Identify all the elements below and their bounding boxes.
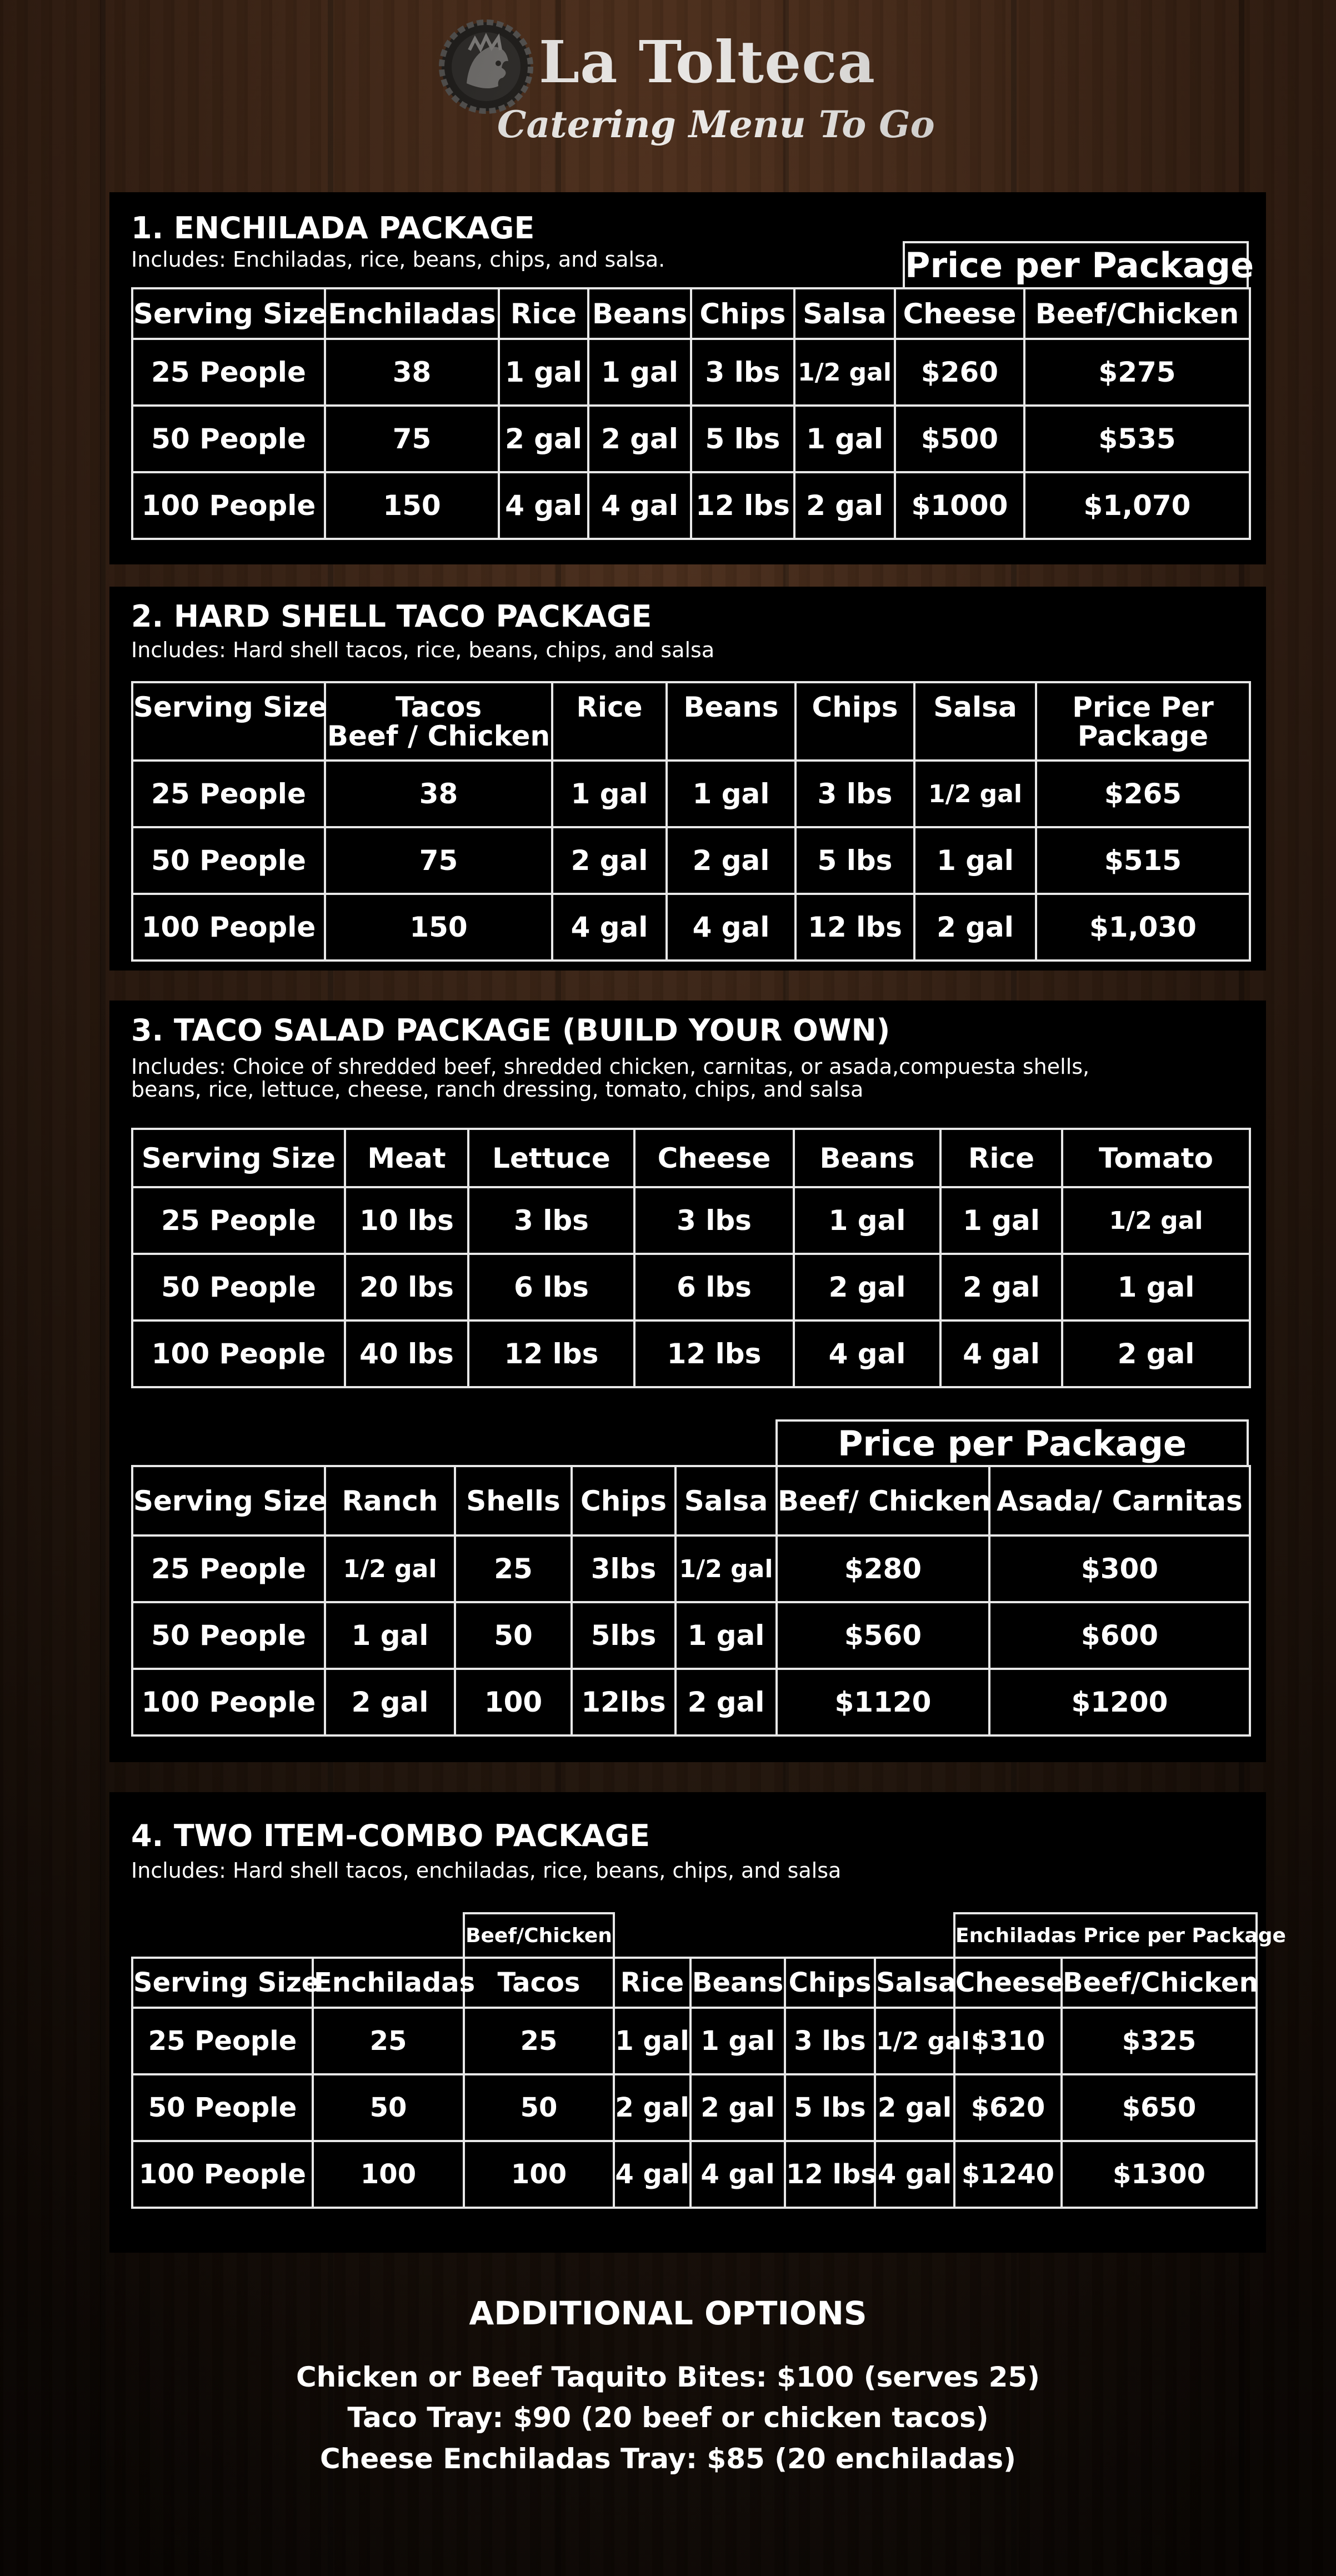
section-title: 4. TWO ITEM-COMBO PACKAGE [131,1818,650,1853]
table-header-row [132,1466,1250,1535]
price-per-package-label: Price per Package [903,241,1249,288]
table-cell: $600 [989,1602,1250,1669]
section-title: 1. ENCHILADA PACKAGE [131,211,535,246]
header-cell-line: Beef / Chicken [327,719,551,752]
table-row [132,1535,1250,1602]
table-row [132,339,1250,406]
enchilada-package-panel [109,192,1266,564]
table-cell: 100 People [132,1669,325,1735]
header-cell: Meat [345,1129,468,1187]
taco-salad-price-table [131,1465,1251,1737]
header-cell: Beans [794,1129,940,1187]
table-cell: 5 lbs [785,2074,875,2141]
section-title: 3. TACO SALAD PACKAGE (BUILD YOUR OWN) [131,1013,890,1048]
header-cell: Beef/Chicken [1062,1958,1257,2008]
blank-cell [132,1913,313,1958]
table-cell: $1300 [1062,2141,1257,2208]
header-cell-line: Price Per [1072,691,1214,723]
table-cell: 2 gal [499,406,588,472]
table-cell: $275 [1024,339,1250,406]
header-cell: Asada/ Carnitas [989,1466,1250,1535]
table-cell: $650 [1062,2074,1257,2141]
additional-option-item: Cheese Enchiladas Tray: $85 (20 enchiladas) [320,2443,1016,2475]
header-cell: Chips [795,682,914,761]
table-cell: 2 gal [914,894,1036,961]
menu-subtitle: Catering Menu To Go [497,103,935,146]
table-row [132,2008,1257,2074]
table-cell: 5 lbs [691,406,794,472]
table-cell: 3 lbs [691,339,794,406]
table-row [132,1669,1250,1735]
taco-salad-package-panel [109,1001,1266,1762]
table-cell: $560 [777,1602,989,1669]
table-cell: 1 gal [940,1187,1062,1254]
table-cell: 150 [325,472,499,539]
taco-table [131,681,1251,962]
section-description-line: Includes: Choice of shredded beef, shredded chicken, carnitas, or asada,compuesta shells, [131,1054,1090,1079]
table-cell: 40 lbs [345,1320,468,1387]
header-cell: Serving Size [132,1958,313,2008]
blank-cell [785,1913,875,1958]
table-cell: 1/2 gal [1062,1187,1250,1254]
header-cell: Beef/Chicken [1024,288,1250,339]
table-cell: $1120 [777,1669,989,1735]
table-cell: 25 People [132,1187,345,1254]
table-cell: 1/2 gal [675,1535,777,1602]
header-cell: Shells [455,1466,572,1535]
table-cell: 20 lbs [345,1254,468,1320]
enchiladas-price-label: Enchiladas Price per Package [954,1913,1257,1958]
blank-cell [875,1913,954,1958]
table-cell: 2 gal [552,827,667,894]
table-cell: 50 People [132,2074,313,2141]
additional-option-item: Taco Tray: $90 (20 beef or chicken tacos) [347,2402,989,2434]
table-cell: 1/2 gal [875,2008,954,2074]
section-description: Includes: Hard shell tacos, rice, beans, chips, and salsa [131,638,715,662]
table-cell: $1240 [954,2141,1062,2208]
table-cell: $500 [895,406,1024,472]
table-cell: 2 gal [667,827,795,894]
blank-cell [690,1913,785,1958]
table-cell: 1 gal [614,2008,690,2074]
header-cell-line: Tacos [395,691,482,723]
section-title: 2. HARD SHELL TACO PACKAGE [131,599,652,634]
table-cell: 12 lbs [634,1320,794,1387]
header-cell: Enchiladas [313,1958,464,2008]
table-cell: 12 lbs [468,1320,634,1387]
table-cell: 2 gal [675,1669,777,1735]
header-cell: Cheese [634,1129,794,1187]
table-cell: 2 gal [588,406,691,472]
table-cell: 25 [464,2008,614,2074]
table-cell: 50 People [132,827,325,894]
table-cell: 4 gal [875,2141,954,2208]
table-cell: 1 gal [588,339,691,406]
table-cell: 1 gal [675,1602,777,1669]
table-cell: 12 lbs [691,472,794,539]
header-cell: Tacos [464,1958,614,2008]
table-cell: $260 [895,339,1024,406]
table-cell: 2 gal [690,2074,785,2141]
header-cell: Chips [572,1466,675,1535]
table-cell: 100 [455,1669,572,1735]
table-header-row [132,682,1250,761]
table-cell: 12lbs [572,1669,675,1735]
table-row [132,472,1250,539]
taco-package-panel [109,587,1266,971]
table-cell: $325 [1062,2008,1257,2074]
table-cell: 50 [313,2074,464,2141]
header-cell: Serving Size [132,682,325,761]
header-cell: Tomato [1062,1129,1250,1187]
header-cell: Salsa [794,288,895,339]
header-cell: Ranch [325,1466,455,1535]
header-cell: Salsa [875,1958,954,2008]
table-cell: 4 gal [690,2141,785,2208]
table-cell: 4 gal [794,1320,940,1387]
header-cell: Serving Size [132,1129,345,1187]
table-header-row [132,1958,1257,2008]
table-row [132,827,1250,894]
header-cell: Enchiladas [325,288,499,339]
combo-table [131,1912,1286,2209]
header-cell: Beans [690,1958,785,2008]
header-cell: Rice [940,1129,1062,1187]
header-cell: Beef/ Chicken [777,1466,989,1535]
table-row [132,1602,1250,1669]
restaurant-name: La Tolteca [539,28,875,96]
table-cell: 6 lbs [468,1254,634,1320]
combo-package-panel [109,1792,1286,2253]
table-cell: 25 [455,1535,572,1602]
header-cell: Chips [785,1958,875,2008]
table-row [132,2074,1257,2141]
header-cell: Lettuce [468,1129,634,1187]
table-cell: $280 [777,1535,989,1602]
header-cell-tacos [325,682,552,761]
table-cell: 3 lbs [785,2008,875,2074]
table-cell: 10 lbs [345,1187,468,1254]
table-cell: 100 People [132,472,325,539]
table-cell: 50 [464,2074,614,2141]
table-cell: $1,070 [1024,472,1250,539]
table-cell: 4 gal [588,472,691,539]
table-cell: $535 [1024,406,1250,472]
table-cell: 4 gal [614,2141,690,2208]
blank-cell [614,1913,690,1958]
additional-options-heading: ADDITIONAL OPTIONS [469,2294,867,2332]
table-cell: 2 gal [794,1254,940,1320]
section-description-line: beans, rice, lettuce, cheese, ranch dressing, tomato, chips, and salsa [131,1077,864,1102]
table-cell: 5 lbs [795,827,914,894]
table-cell: 1 gal [690,2008,785,2074]
table-cell: $1000 [895,472,1024,539]
table-cell: 1 gal [325,1602,455,1669]
table-cell: 25 [313,2008,464,2074]
table-cell: 1 gal [552,761,667,827]
header-cell: Serving Size [132,1466,325,1535]
table-cell: $265 [1036,761,1250,827]
header-cell: Beans [588,288,691,339]
table-cell: 4 gal [940,1320,1062,1387]
table-cell: 1 gal [1062,1254,1250,1320]
table-cell: 4 gal [667,894,795,961]
table-cell: $620 [954,2074,1062,2141]
table-cell: 3 lbs [468,1187,634,1254]
table-cell: 25 People [132,339,325,406]
table-cell: 12 lbs [795,894,914,961]
table-cell: 50 People [132,406,325,472]
table-cell: 1 gal [914,827,1036,894]
table-cell: 1/2 gal [794,339,895,406]
table-row [132,1254,1250,1320]
table-cell: 1 gal [794,406,895,472]
table-cell: 1/2 gal [325,1535,455,1602]
header-cell: Rice [499,288,588,339]
section-description: Includes: Enchiladas, rice, beans, chips, and salsa. [131,247,666,272]
table-cell: 5lbs [572,1602,675,1669]
table-cell: 75 [325,406,499,472]
table-cell: $1,030 [1036,894,1250,961]
table-cell: 100 [464,2141,614,2208]
price-per-package-label: Price per Package [775,1419,1249,1466]
table-cell: 1 gal [794,1187,940,1254]
section-description: Includes: Hard shell tacos, enchiladas, rice, beans, chips, and salsa [131,1858,842,1883]
table-cell: 3lbs [572,1535,675,1602]
table-cell: 100 [313,2141,464,2208]
table-cell: $300 [989,1535,1250,1602]
header-cell: Beans [667,682,795,761]
table-cell: 38 [325,339,499,406]
table-cell: 150 [325,894,552,961]
additional-option-item: Chicken or Beef Taquito Bites: $100 (serves 25) [296,2361,1040,2393]
header-cell: Chips [691,288,794,339]
taco-salad-ingredients-table [131,1128,1251,1388]
table-cell: 100 People [132,894,325,961]
table-cell: $515 [1036,827,1250,894]
table-header-row [132,288,1250,339]
table-row [132,761,1250,827]
header-cell-line: Package [1077,719,1209,752]
table-cell: 6 lbs [634,1254,794,1320]
table-row [132,2141,1257,2208]
table-cell: 50 [455,1602,572,1669]
header-cell: Salsa [675,1466,777,1535]
table-cell: 50 People [132,1602,325,1669]
table-cell: 2 gal [325,1669,455,1735]
header-cell-price [1036,682,1250,761]
table-cell: 75 [325,827,552,894]
table-cell: 25 People [132,2008,313,2074]
enchilada-table [131,287,1251,540]
table-cell: $310 [954,2008,1062,2074]
table-row [132,894,1250,961]
table-group-row [132,1913,1257,1958]
table-row [132,406,1250,472]
table-cell: $1200 [989,1669,1250,1735]
tacos-group-label: Beef/Chicken [464,1913,614,1958]
table-cell: 4 gal [499,472,588,539]
table-cell: 4 gal [552,894,667,961]
table-cell: 100 People [132,2141,313,2208]
table-cell: 1 gal [499,339,588,406]
table-row [132,1187,1250,1254]
table-cell: 25 People [132,761,325,827]
table-cell: 12 lbs [785,2141,875,2208]
table-cell: 3 lbs [634,1187,794,1254]
header-cell: Cheese [895,288,1024,339]
tolteca-warrior-logo-icon [436,17,536,117]
table-cell: 1/2 gal [914,761,1036,827]
header-cell: Salsa [914,682,1036,761]
table-cell: 2 gal [875,2074,954,2141]
table-cell: 50 People [132,1254,345,1320]
table-cell: 1 gal [667,761,795,827]
table-header-row [132,1129,1250,1187]
table-cell: 25 People [132,1535,325,1602]
table-cell: 100 People [132,1320,345,1387]
table-row [132,1320,1250,1387]
header-cell: Rice [552,682,667,761]
table-cell: 2 gal [614,2074,690,2141]
table-cell: 2 gal [940,1254,1062,1320]
header-cell: Serving Size [132,288,325,339]
blank-cell [313,1913,464,1958]
header-cell: Rice [614,1958,690,2008]
table-cell: 2 gal [1062,1320,1250,1387]
table-cell: 3 lbs [795,761,914,827]
header-cell: Cheese [954,1958,1062,2008]
table-cell: 38 [325,761,552,827]
table-cell: 2 gal [794,472,895,539]
